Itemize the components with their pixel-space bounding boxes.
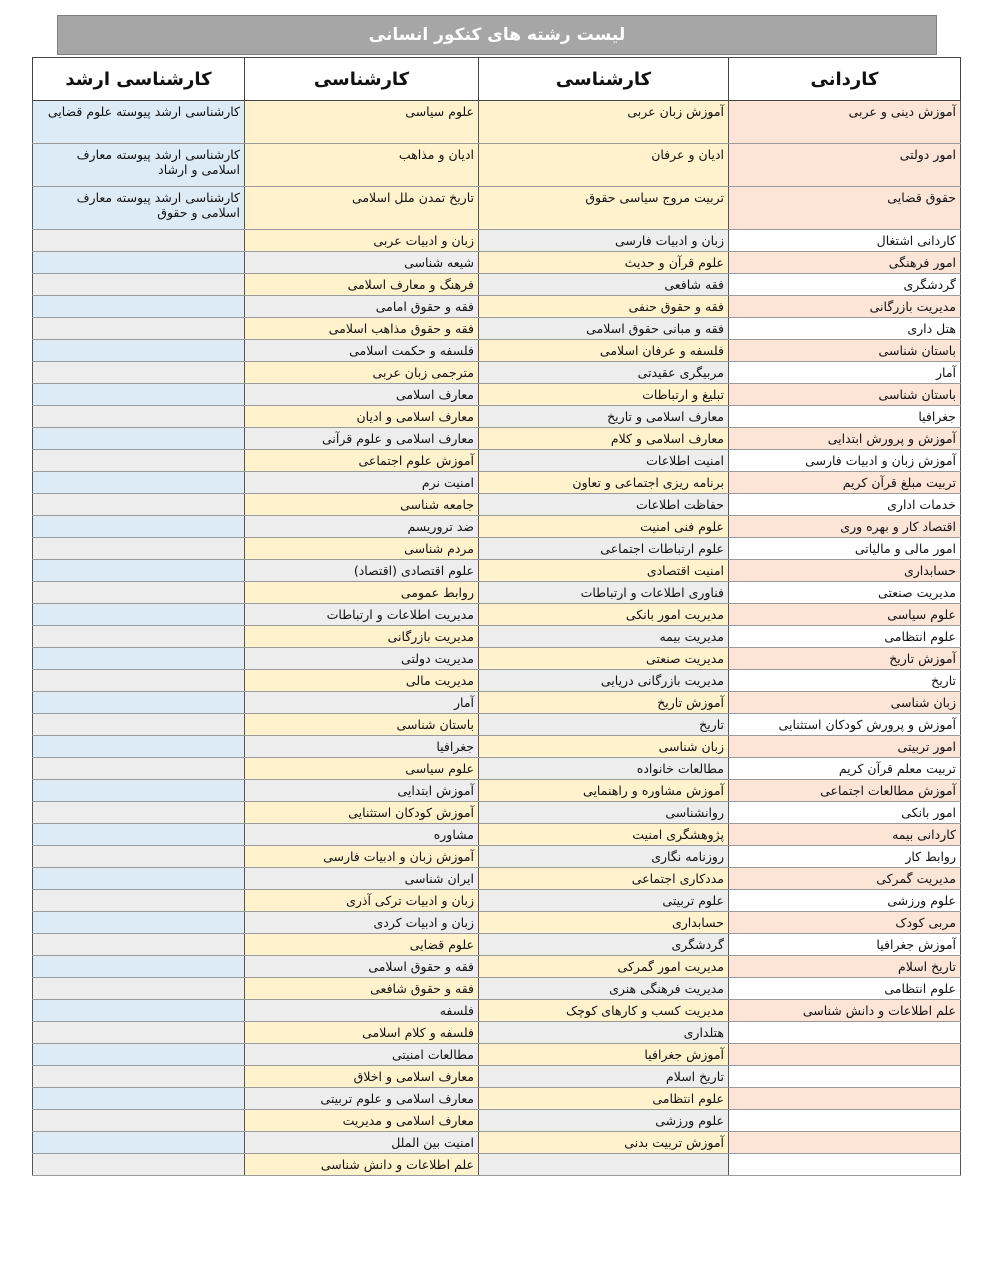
associate-cell: تاریخ: [729, 670, 961, 692]
table-row: [33, 1110, 961, 1132]
bachelor-cell: مدیریت بازرگانی دریایی: [479, 670, 729, 692]
masters-cell: کارشناسی ارشد پیوسته معارف اسلامی و حقوق: [33, 187, 245, 230]
table-row: [33, 912, 961, 934]
bachelor-cell: پژوهشگری امنیت: [479, 824, 729, 846]
header-masters: کارشناسی ارشد: [33, 58, 245, 101]
associate-cell: کاردانی بیمه: [729, 824, 961, 846]
table-row: [33, 846, 961, 868]
bachelor-cell: زبان و ادبیات فارسی: [479, 230, 729, 252]
bachelor-cell: زبان شناسی: [479, 736, 729, 758]
masters-cell: [33, 318, 245, 340]
table-row: [33, 1088, 961, 1110]
associate-cell: هتل داری: [729, 318, 961, 340]
associate-cell: آموزش مطالعات اجتماعی: [729, 780, 961, 802]
masters-cell: [33, 758, 245, 780]
masters-cell: [33, 560, 245, 582]
masters-cell: [33, 582, 245, 604]
associate-cell: [729, 1022, 961, 1044]
bachelor-cell-2: معارف اسلامی و علوم تربیتی: [245, 1088, 479, 1110]
table-row: [33, 450, 961, 472]
masters-cell: [33, 934, 245, 956]
masters-cell: [33, 714, 245, 736]
masters-cell: [33, 1110, 245, 1132]
associate-cell: [729, 1154, 961, 1176]
bachelor-cell-2: زبان و ادبیات عربی: [245, 230, 479, 252]
masters-cell: [33, 252, 245, 274]
masters-cell: [33, 516, 245, 538]
masters-cell: [33, 978, 245, 1000]
table-row: [33, 1154, 961, 1176]
table-row: [33, 824, 961, 846]
table-row: [33, 230, 961, 252]
associate-cell: تربیت معلم قرآن کریم: [729, 758, 961, 780]
table-row: [33, 714, 961, 736]
associate-cell: آمار: [729, 362, 961, 384]
bachelor-cell: آموزش جغرافیا: [479, 1044, 729, 1066]
header-bachelor-2: کارشناسی: [245, 58, 479, 101]
associate-cell: کاردانی اشتغال: [729, 230, 961, 252]
bachelor-cell: تبلیغ و ارتباطات: [479, 384, 729, 406]
masters-cell: [33, 1044, 245, 1066]
header-bachelor-1: کارشناسی: [479, 58, 729, 101]
masters-cell: [33, 340, 245, 362]
masters-cell: [33, 1154, 245, 1176]
masters-cell: [33, 956, 245, 978]
masters-cell: [33, 648, 245, 670]
associate-cell: آموزش و پرورش ابتدایی: [729, 428, 961, 450]
associate-cell: علوم ورزشی: [729, 890, 961, 912]
bachelor-cell-2: معارف اسلامی و اخلاق: [245, 1066, 479, 1088]
bachelor-cell-2: شیعه شناسی: [245, 252, 479, 274]
masters-cell: [33, 912, 245, 934]
masters-cell: [33, 604, 245, 626]
table-row: [33, 406, 961, 428]
associate-cell: خدمات اداری: [729, 494, 961, 516]
bachelor-cell: معارف اسلامی و کلام: [479, 428, 729, 450]
bachelor-cell-2: آموزش علوم اجتماعی: [245, 450, 479, 472]
bachelor-cell: روزنامه نگاری: [479, 846, 729, 868]
masters-cell: [33, 846, 245, 868]
masters-cell: کارشناسی ارشد پیوسته علوم قضایی: [33, 101, 245, 144]
masters-cell: [33, 1000, 245, 1022]
title-bar: [57, 15, 937, 55]
associate-cell: تربیت مبلغ قرآن کریم: [729, 472, 961, 494]
associate-cell: حقوق قضایی: [729, 187, 961, 230]
masters-cell: [33, 890, 245, 912]
associate-cell: [729, 1110, 961, 1132]
table-row: [33, 868, 961, 890]
masters-cell: [33, 824, 245, 846]
masters-cell: [33, 692, 245, 714]
bachelor-cell-2: فلسفه و حکمت اسلامی: [245, 340, 479, 362]
table-row: [33, 604, 961, 626]
bachelor-cell-2: معارف اسلامی و علوم قرآنی: [245, 428, 479, 450]
bachelor-cell-2: فقه و حقوق امامی: [245, 296, 479, 318]
associate-cell: امور دولتی: [729, 144, 961, 187]
bachelor-cell-2: علوم اقتصادی (اقتصاد): [245, 560, 479, 582]
table-row: [33, 538, 961, 560]
bachelor-cell-2: روابط عمومی: [245, 582, 479, 604]
masters-cell: [33, 450, 245, 472]
bachelor-cell: آموزش تربیت بدنی: [479, 1132, 729, 1154]
table-row: [33, 1066, 961, 1088]
table-row: [33, 472, 961, 494]
table-row: [33, 362, 961, 384]
bachelor-cell-2: ادیان و مذاهب: [245, 144, 479, 187]
table-row: [33, 978, 961, 1000]
bachelor-cell-2: ایران شناسی: [245, 868, 479, 890]
associate-cell: آموزش و پرورش کودکان استثنایی: [729, 714, 961, 736]
header-row: [33, 58, 961, 101]
bachelor-cell-2: معارف اسلامی و مدیریت: [245, 1110, 479, 1132]
bachelor-cell-2: تاریخ تمدن ملل اسلامی: [245, 187, 479, 230]
bachelor-cell: علوم فنی امنیت: [479, 516, 729, 538]
masters-cell: [33, 626, 245, 648]
bachelor-cell-2: آموزش ابتدایی: [245, 780, 479, 802]
table-row: [33, 582, 961, 604]
bachelor-cell: ادیان و عرفان: [479, 144, 729, 187]
bachelor-cell: فقه و مبانی حقوق اسلامی: [479, 318, 729, 340]
bachelor-cell-2: مدیریت اطلاعات و ارتباطات: [245, 604, 479, 626]
bachelor-cell: معارف اسلامی و تاریخ: [479, 406, 729, 428]
masters-cell: [33, 428, 245, 450]
masters-cell: کارشناسی ارشد پیوسته معارف اسلامی و ارشاد: [33, 144, 245, 187]
bachelor-cell-2: مردم شناسی: [245, 538, 479, 560]
masters-cell: [33, 274, 245, 296]
majors-table: [32, 57, 961, 1176]
masters-cell: [33, 1066, 245, 1088]
table-row: [33, 802, 961, 824]
bachelor-cell-2: زبان و ادبیات کردی: [245, 912, 479, 934]
table-row: [33, 956, 961, 978]
associate-cell: [729, 1066, 961, 1088]
bachelor-cell: تاریخ: [479, 714, 729, 736]
bachelor-cell: آموزش تاریخ: [479, 692, 729, 714]
associate-cell: گردشگری: [729, 274, 961, 296]
bachelor-cell: مدیریت بیمه: [479, 626, 729, 648]
associate-cell: مدیریت گمرکی: [729, 868, 961, 890]
bachelor-cell: فلسفه و عرفان اسلامی: [479, 340, 729, 362]
table-row: [33, 101, 961, 144]
associate-cell: آموزش جغرافیا: [729, 934, 961, 956]
associate-cell: حسابداری: [729, 560, 961, 582]
associate-cell: مدیریت بازرگانی: [729, 296, 961, 318]
masters-cell: [33, 472, 245, 494]
bachelor-cell-2: معارف اسلامی و ادیان: [245, 406, 479, 428]
table-row: [33, 626, 961, 648]
masters-cell: [33, 362, 245, 384]
table-row: [33, 252, 961, 274]
associate-cell: امور تربیتی: [729, 736, 961, 758]
bachelor-cell-2: جغرافیا: [245, 736, 479, 758]
bachelor-cell: حفاظت اطلاعات: [479, 494, 729, 516]
bachelor-cell-2: فلسفه: [245, 1000, 479, 1022]
associate-cell: آموزش دینی و عربی: [729, 101, 961, 144]
bachelor-cell-2: آموزش زبان و ادبیات فارسی: [245, 846, 479, 868]
bachelor-cell: گردشگری: [479, 934, 729, 956]
bachelor-cell-2: علوم سیاسی: [245, 101, 479, 144]
bachelor-cell: فقه شافعی: [479, 274, 729, 296]
bachelor-cell: مدیریت کسب و کارهای کوچک: [479, 1000, 729, 1022]
bachelor-cell-2: علوم قضایی: [245, 934, 479, 956]
bachelor-cell: علوم ورزشی: [479, 1110, 729, 1132]
bachelor-cell: برنامه ریزی اجتماعی و تعاون: [479, 472, 729, 494]
associate-cell: امور بانکی: [729, 802, 961, 824]
associate-cell: [729, 1132, 961, 1154]
bachelor-cell-2: فقه و حقوق شافعی: [245, 978, 479, 1000]
table-row: [33, 758, 961, 780]
bachelor-cell-2: مطالعات امنیتی: [245, 1044, 479, 1066]
associate-cell: [729, 1044, 961, 1066]
bachelor-cell-2: ضد تروریسم: [245, 516, 479, 538]
table-row: [33, 648, 961, 670]
associate-cell: آموزش زبان و ادبیات فارسی: [729, 450, 961, 472]
associate-cell: امور مالی و مالیاتی: [729, 538, 961, 560]
bachelor-cell: مدیریت امور گمرکی: [479, 956, 729, 978]
bachelor-cell: علوم انتظامی: [479, 1088, 729, 1110]
bachelor-cell: مطالعات خانواده: [479, 758, 729, 780]
masters-cell: [33, 802, 245, 824]
associate-cell: تاریخ اسلام: [729, 956, 961, 978]
bachelor-cell: [479, 1154, 729, 1176]
associate-cell: [729, 1088, 961, 1110]
table-row: [33, 934, 961, 956]
bachelor-cell: فقه و حقوق حنفی: [479, 296, 729, 318]
table-row: [33, 736, 961, 758]
bachelor-cell: روانشناسی: [479, 802, 729, 824]
table-row: [33, 670, 961, 692]
associate-cell: جغرافیا: [729, 406, 961, 428]
table-row: [33, 494, 961, 516]
associate-cell: باستان شناسی: [729, 340, 961, 362]
bachelor-cell-2: علوم سیاسی: [245, 758, 479, 780]
bachelor-cell-2: مترجمی زبان عربی: [245, 362, 479, 384]
associate-cell: مربی کودک: [729, 912, 961, 934]
bachelor-cell: تاریخ اسلام: [479, 1066, 729, 1088]
bachelor-cell: حسابداری: [479, 912, 729, 934]
bachelor-cell-2: امنیت نرم: [245, 472, 479, 494]
table-row: [33, 780, 961, 802]
masters-cell: [33, 494, 245, 516]
table-row: [33, 692, 961, 714]
table-row: [33, 428, 961, 450]
bachelor-cell-2: جامعه شناسی: [245, 494, 479, 516]
bachelor-cell-2: باستان شناسی: [245, 714, 479, 736]
bachelor-cell: علوم قرآن و حدیث: [479, 252, 729, 274]
table-row: [33, 187, 961, 230]
associate-cell: اقتصاد کار و بهره وری: [729, 516, 961, 538]
bachelor-cell-2: مدیریت دولتی: [245, 648, 479, 670]
bachelor-cell: تربیت مروج سیاسی حقوق: [479, 187, 729, 230]
table-row: [33, 296, 961, 318]
masters-cell: [33, 384, 245, 406]
masters-cell: [33, 868, 245, 890]
bachelor-cell-2: مدیریت مالی: [245, 670, 479, 692]
bachelor-cell-2: مشاوره: [245, 824, 479, 846]
bachelor-cell: امنیت اطلاعات: [479, 450, 729, 472]
table-row: [33, 384, 961, 406]
table-row: [33, 340, 961, 362]
table-row: [33, 1022, 961, 1044]
table-row: [33, 1000, 961, 1022]
masters-cell: [33, 538, 245, 560]
table-row: [33, 318, 961, 340]
bachelor-cell: مدیریت امور بانکی: [479, 604, 729, 626]
bachelor-cell: علوم تربیتی: [479, 890, 729, 912]
table-row: [33, 890, 961, 912]
masters-cell: [33, 1088, 245, 1110]
associate-cell: علوم انتظامی: [729, 626, 961, 648]
bachelor-cell-2: امنیت بین الملل: [245, 1132, 479, 1154]
masters-cell: [33, 670, 245, 692]
bachelor-cell: علوم ارتباطات اجتماعی: [479, 538, 729, 560]
associate-cell: علم اطلاعات و دانش شناسی: [729, 1000, 961, 1022]
bachelor-cell: هتلداری: [479, 1022, 729, 1044]
associate-cell: مدیریت صنعتی: [729, 582, 961, 604]
associate-cell: علوم انتظامی: [729, 978, 961, 1000]
bachelor-cell-2: فقه و حقوق اسلامی: [245, 956, 479, 978]
bachelor-cell: مددکاری اجتماعی: [479, 868, 729, 890]
associate-cell: باستان شناسی: [729, 384, 961, 406]
bachelor-cell: مدیریت فرهنگی هنری: [479, 978, 729, 1000]
bachelor-cell-2: آمار: [245, 692, 479, 714]
associate-cell: آموزش تاریخ: [729, 648, 961, 670]
bachelor-cell-2: فقه و حقوق مذاهب اسلامی: [245, 318, 479, 340]
masters-cell: [33, 406, 245, 428]
bachelor-cell-2: علم اطلاعات و دانش شناسی: [245, 1154, 479, 1176]
header-associate: کاردانی: [729, 58, 961, 101]
masters-cell: [33, 230, 245, 252]
associate-cell: روابط کار: [729, 846, 961, 868]
associate-cell: امور فرهنگی: [729, 252, 961, 274]
bachelor-cell-2: معارف اسلامی: [245, 384, 479, 406]
page-title: لیست رشته های کنکور انسانی: [368, 25, 626, 45]
associate-cell: علوم سیاسی: [729, 604, 961, 626]
table-row: [33, 1044, 961, 1066]
table-row: [33, 1132, 961, 1154]
table-row: [33, 516, 961, 538]
bachelor-cell: آموزش زبان عربی: [479, 101, 729, 144]
bachelor-cell-2: فرهنگ و معارف اسلامی: [245, 274, 479, 296]
bachelor-cell-2: زبان و ادبیات ترکی آذری: [245, 890, 479, 912]
masters-cell: [33, 736, 245, 758]
associate-cell: زبان شناسی: [729, 692, 961, 714]
table-row: [33, 144, 961, 187]
bachelor-cell-2: آموزش کودکان استثنایی: [245, 802, 479, 824]
masters-cell: [33, 1132, 245, 1154]
table-row: [33, 560, 961, 582]
bachelor-cell: امنیت اقتصادی: [479, 560, 729, 582]
table-row: [33, 274, 961, 296]
bachelor-cell-2: فلسفه و کلام اسلامی: [245, 1022, 479, 1044]
bachelor-cell: فناوری اطلاعات و ارتباطات: [479, 582, 729, 604]
masters-cell: [33, 780, 245, 802]
bachelor-cell: آموزش مشاوره و راهنمایی: [479, 780, 729, 802]
bachelor-cell: مدیریت صنعتی: [479, 648, 729, 670]
masters-cell: [33, 296, 245, 318]
bachelor-cell-2: مدیریت بازرگانی: [245, 626, 479, 648]
masters-cell: [33, 1022, 245, 1044]
bachelor-cell: مربیگری عقیدتی: [479, 362, 729, 384]
